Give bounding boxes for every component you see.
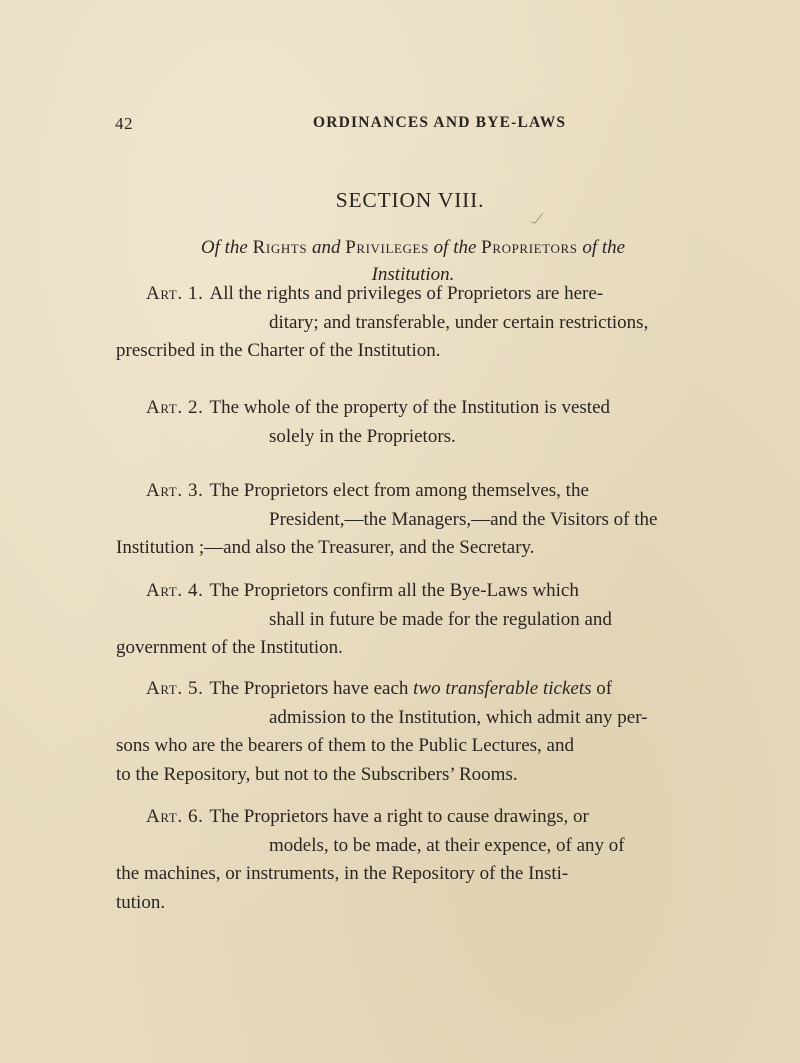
article-text-line: The Proprietors have each [209,678,414,699]
article-label: Art. 3. [146,480,204,501]
subtitle-of-the-2: of the [582,237,626,258]
article-text-line: The Proprietors elect from among themselves, the [209,480,589,501]
article-1 [116,280,708,366]
article-text-line: the machines, or instruments, in the Repository of the Insti- [116,863,569,884]
article-text-line: solely in the Proprietors. [269,425,456,447]
article-text-line: sons who are the bearers of them to the Public Lectures, and [116,735,574,756]
article-text-line: President,—the Managers,—and the Visitors of the [269,508,658,530]
running-head [0,114,800,138]
subtitle-proprietors: Proprietors [481,237,578,258]
article-text-line: Institution ;—and also the Treasurer, and the Secretary. [116,537,535,558]
article-label: Art. 2. [146,397,204,418]
subtitle-of-the: of the [433,237,477,258]
article-text-line: models, to be made, at their expence, of any of [269,834,625,856]
article-3 [116,477,708,563]
page-number: 42 [115,114,133,133]
subtitle-privileges: Privileges [345,237,429,258]
article-label: Art. 4. [146,580,204,601]
article-text-line: to the Repository, but not to the Subscribers’ Rooms. [116,763,518,785]
article-text-line: tution. [116,891,166,913]
subtitle-rights: Rights [252,237,308,258]
article-label: Art. 5. [146,678,204,699]
article-text-line: government of the Institution. [116,637,343,658]
subtitle-institution: Institution. [371,264,455,285]
article-label: Art. 1. [146,283,204,304]
article-5 [116,675,708,789]
article-text-line: ditary; and transferable, under certain restrictions, [269,311,649,333]
running-title: ORDINANCES AND BYE-LAWS [313,114,567,131]
article-text-line: All the rights and privileges of Proprietors are here- [209,283,604,304]
article-text-line: of [591,678,613,699]
article-text-line: The Proprietors confirm all the Bye-Laws which [209,580,579,601]
section-heading: SECTION VIII. [335,188,485,212]
article-text-line: shall in future be made for the regulation and [269,608,612,630]
subtitle-and: and [311,237,341,258]
subtitle-of: Of the [200,237,248,258]
article-text-line: The whole of the property of the Institution is vested [209,397,611,418]
article-2 [116,394,708,451]
article-text-line: admission to the Institution, which admit any per- [269,706,648,728]
article-4 [116,577,708,663]
article-text-line: The Proprietors have a right to cause drawings, or [209,806,589,827]
article-6 [116,803,708,917]
pencil-tick-mark [530,212,544,224]
article-label: Art. 6. [146,806,204,827]
article-text-line: prescribed in the Charter of the Institution. [116,340,441,361]
article-italic-phrase: two transferable tickets [413,678,592,699]
